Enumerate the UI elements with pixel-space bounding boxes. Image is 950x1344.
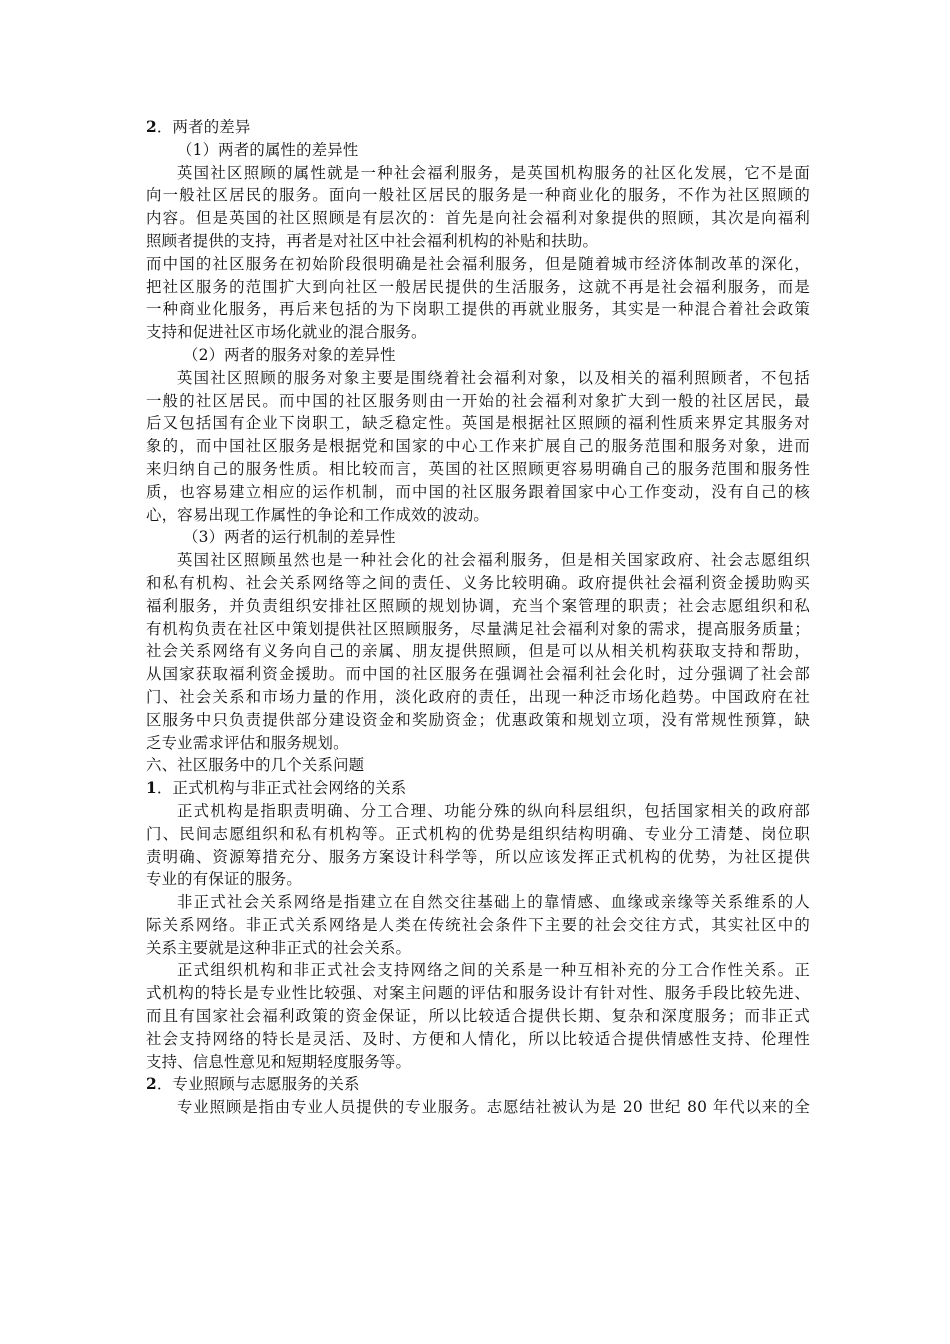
paragraph-line: 英国社区照顾的属性就是一种社会福利服务，是英国机构服务的社区化发展，它不是面	[177, 163, 810, 182]
paragraph-line: 福利服务，并负责组织安排社区照顾的规划协调，充当个案管理的职责；社会志愿组织和私	[146, 596, 810, 615]
paragraph-line: 照顾者提供的支持，再者是对社区中社会福利机构的补贴和扶助。	[146, 231, 599, 250]
paragraph-line: 而中国的社区服务在初始阶段很明确是社会福利服务，但是随着城市经济体制改革的深化，	[146, 254, 810, 273]
paragraph-line: 有机构负责在社区中策划提供社区照顾服务，尽量满足社会福利对象的需求，提高服务质量；	[146, 619, 810, 638]
paragraph-line: 关系主要就是这种非正式的社会关系。	[146, 938, 412, 957]
paragraph-line: 一种商业化服务，再后来包括的为下岗职工提供的再就业服务，其实是一种混合着社会政策	[146, 300, 810, 319]
subheading-attribute: （1）两者的属性的差异性	[177, 140, 359, 159]
paragraph-line: 而且有国家社会福利政策的资金保证，所以比较适合提供长期、复杂和深度服务；而非正式	[146, 1007, 810, 1026]
paragraph-line: 质，也容易建立相应的运作机制，而中国的社区服务跟着国家中心工作变动，没有自己的核	[146, 482, 810, 501]
heading-differences: 2．两者的差异	[146, 118, 251, 136]
document-page	[146, 116, 810, 1119]
paragraph-line: 从国家获取福利资金援助。而中国的社区服务在强调社会福利社会化时，过分强调了社会部	[146, 665, 810, 684]
paragraph-line: 来归纳自己的服务性质。相比较而言，英国的社区照顾更容易明确自己的服务范围和服务性	[146, 459, 810, 478]
paragraph-line: 心，容易出现工作属性的争论和工作成效的波动。	[146, 505, 489, 524]
paragraph-line: 英国社区照顾的服务对象主要是围绕着社会福利对象，以及相关的福利照顾者，不包括	[177, 368, 810, 387]
paragraph-line: 正式机构是指职责明确、分工合理、功能分殊的纵向科层组织，包括国家相关的政府部	[177, 801, 810, 820]
heading-professional-volunteer: 2．专业照顾与志愿服务的关系	[146, 1075, 360, 1094]
paragraph-line: 区服务中只负责提供部分建设资金和奖励资金；优惠政策和规划立项，没有常规性预算，缺	[146, 710, 810, 729]
paragraph-line: 英国社区照顾虽然也是一种社会化的社会福利服务，但是相关国家政府、社会志愿组织	[177, 551, 810, 570]
paragraph-line: 支持和促进社区市场化就业的混合服务。	[146, 323, 427, 342]
paragraph-line: 乏专业需求评估和服务规划。	[146, 733, 349, 752]
paragraph-line: 责明确、资源筹措充分、服务方案设计科学等，所以应该发挥正式机构的优势，为社区提供	[146, 847, 810, 866]
paragraph-line: 式机构的特长是专业性比较强、对案主问题的评估和服务设计有针对性、服务手段比较先进、	[146, 984, 810, 1003]
paragraph-line: 社会关系网络有义务向自己的亲属、朋友提供照顾，但是可以从相关机构获取支持和帮助，	[146, 642, 810, 661]
paragraph-line: 专业照顾是指由专业人员提供的专业服务。志愿结社被认为是 20 世纪 80 年代以来的全	[177, 1098, 810, 1117]
paragraph-line: 内容。但是英国的社区照顾是有层次的：首先是向社会福利对象提供的照顾，其次是向福利	[146, 209, 810, 228]
paragraph-line: 一般的社区居民。而中国的社区服务则由一开始的社会福利对象扩大到一般的社区居民，最	[146, 391, 810, 410]
paragraph-line: 把社区服务的范围扩大到向社区一般居民提供的生活服务，这就不再是社会福利服务，而是	[146, 277, 810, 296]
paragraph-line: 门、社会关系和市场力量的作用，淡化政府的责任，出现一种泛市场化趋势。中国政府在社	[146, 687, 810, 706]
paragraph-line: 和私有机构、社会关系网络等之间的责任、义务比较明确。政府提供社会福利资金援助购买	[146, 573, 810, 592]
subheading-mechanism: （3）两者的运行机制的差异性	[183, 528, 396, 547]
paragraph-line: 专业的有保证的服务。	[146, 870, 302, 889]
paragraph-line: 社会支持网络的特长是灵活、及时、方便和人情化，所以比较适合提供情感性支持、伦理性	[146, 1029, 810, 1048]
subheading-service-target: （2）两者的服务对象的差异性	[183, 345, 396, 364]
paragraph-line: 正式组织机构和非正式社会支持网络之间的关系是一种互相补充的分工合作性关系。正	[177, 961, 810, 980]
paragraph-line: 非正式社会关系网络是指建立在自然交往基础上的靠情感、血缘或亲缘等关系维系的人	[177, 893, 810, 912]
paragraph-line: 际关系网络。非正式关系网络是人类在传统社会条件下主要的社会交往方式，其实社区中的	[146, 915, 810, 934]
heading-formal-informal: 1．正式机构与非正式社会网络的关系	[146, 779, 407, 798]
section-heading-six: 六、社区服务中的几个关系问题	[146, 756, 365, 775]
paragraph-line: 门、民间志愿组织和私有机构等。正式机构的优势是组织结构明确、专业分工清楚、岗位职	[146, 824, 810, 843]
paragraph-line: 向一般社区居民的服务。面向一般社区居民的服务是一种商业化的服务，不作为社区照顾的	[146, 186, 810, 205]
paragraph-line: 后又包括国有企业下岗职工，缺乏稳定性。英国是根据社区照顾的福利性质来界定其服务对	[146, 414, 810, 433]
paragraph-line: 象的，而中国社区服务是根据党和国家的中心工作来扩展自己的服务范围和服务对象，进而	[146, 437, 810, 456]
paragraph-line: 支持、信息性意见和短期轻度服务等。	[146, 1052, 412, 1071]
